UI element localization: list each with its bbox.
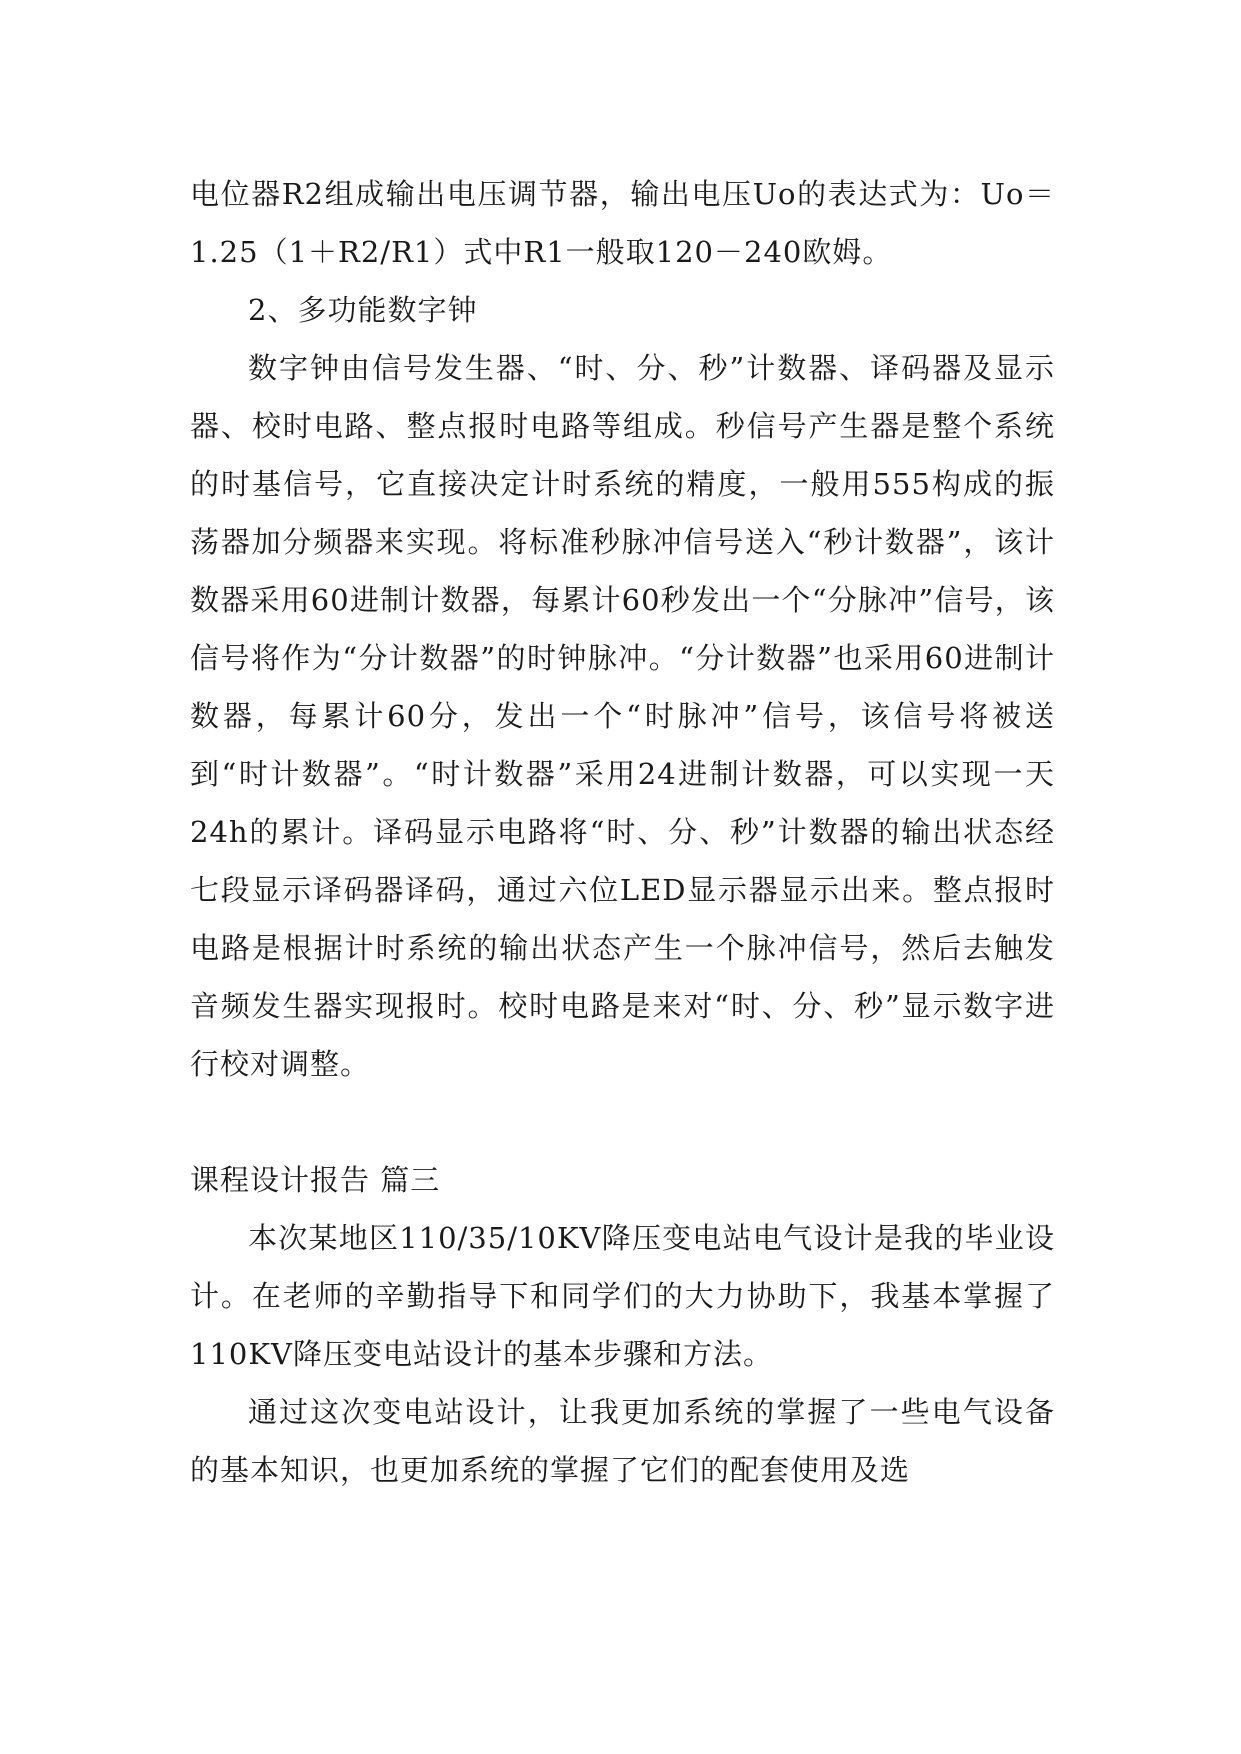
paragraph-voltage-regulator: 电位器R2组成输出电压调节器，输出电压Uo的表达式为：Uo＝1.25（1＋R2/R1）式中R1一般取120－240欧姆。 <box>190 177 1055 269</box>
paragraph-subheading-digital-clock: 2、多功能数字钟 <box>248 293 478 327</box>
paragraph-substation-design: 本次某地区110/35/10KV降压变电站电气设计是我的毕业设计。在老师的辛勤指导下和同学们的大力协助下，我基本掌握了110KV降压变电站设计的基本步骤和方法。 <box>190 1221 1055 1371</box>
paragraph-design-learning: 通过这次变电站设计，让我更加系统的掌握了一些电气设备的基本知识，也更加系统的掌握了它们的配套使用及选 <box>190 1395 1055 1487</box>
document-body <box>190 165 1055 1499</box>
paragraph-digital-clock-description: 数字钟由信号发生器、“时、分、秒”计数器、译码器及显示器、校时电路、整点报时电路等组成。秒信号产生器是整个系统的时基信号，它直接决定计时系统的精度，一般用555构成的振荡器加分频器来实现。将标准秒脉冲信号送入“秒计数器”，该计数器采用60进制计数器，每累计60秒发出一个“分脉冲”信号，该信号将作为“分计数器”的时钟脉冲。“分计数器”也采用60进制计数器，每累计60分，发出一个“时脉冲”信号，该信号将被送到“时计数器”。“时计数器”采用24进制计数器，可以实现一天24h的累计。译码显示电路将“时、分、秒”计数器的输出状态经七段显示译码器译码，通过六位LED显示器显示出来。整点报时电路是根据计时系统的输出状态产生一个脉冲信号，然后去触发音频发生器实现报时。校时电路是来对“时、分、秒”显示数字进行校对调整。 <box>190 351 1055 1081</box>
section-heading: 课程设计报告 篇三 <box>190 1163 441 1197</box>
